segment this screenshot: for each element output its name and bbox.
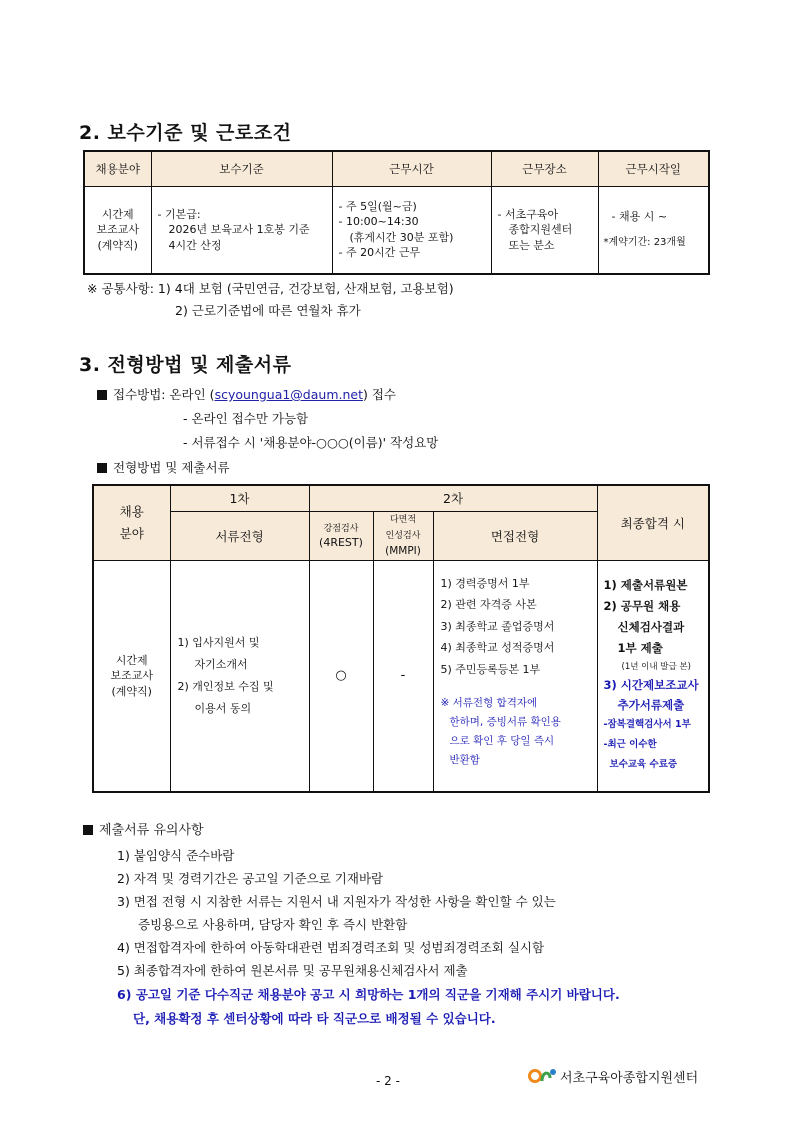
header-final: 최종합격 시 [597,485,709,560]
cell-interview-docs: 1) 경력증명서 1부 2) 관련 자격증 사본 3) 최종학교 졸업증명서 4) 최종학교 성적증명서 5) 주민등록등본 1부 ※ 서류전형 합격자에 한하며, 증빙서류 확인용 으로 확인 후 당일 즉시 반환함 [433,560,597,792]
cell-pay: - 기본급: 2026년 보육교사 1호봉 기준 4시간 산정 [151,186,332,274]
cell-field: 시간제 보조교사 (계약직) [84,186,151,274]
note-item-3-cont: 증빙용으로 사용하며, 담당자 확인 후 즉시 반환함 [138,917,408,932]
note-item-4: 4) 면접합격자에 한하여 아동학대관련 범죄경력조회 및 성범죄경력조회 실시함 [117,940,545,955]
note-item-2: 2) 자격 및 경력기간은 공고일 기준으로 기재바람 [117,871,384,886]
note-item-5: 5) 최종합격자에 한하여 원본서류 및 공무원채용신체검사서 제출 [117,963,468,978]
header-document-screening: 서류전형 [170,511,309,560]
email-link[interactable]: scyoungua1@daum.net [214,387,363,402]
notes-heading: 제출서류 유의사항 [83,819,204,842]
header-start: 근무시작일 [598,151,709,186]
receipt-method: 접수방법: 온라인 (scyoungua1@daum.net) 접수 [97,383,396,406]
square-bullet-icon [83,825,93,835]
note-item-1: 1) 붙임양식 준수바람 [117,848,235,863]
square-bullet-icon [97,463,107,473]
cell-place: - 서초구육아 종합지원센터 또는 분소 [491,186,598,274]
common-note-2: 2) 근로기준법에 따른 연월차 휴가 [175,303,361,318]
cell-final-docs: 1) 제출서류원본 2) 공무원 채용 신체검사결과 1부 제출 (1년 이내 발급 본) 3) 시간제보조교사 추가서류제출 -잠복결핵검사서 1부 -최근 이수한 보수교육 수료증 [597,560,709,792]
pay-conditions-table [83,150,710,275]
common-note-1: ※ 공통사항: 1) 4대 보험 (국민연금, 건강보험, 산재보험, 고용보험) [87,281,454,296]
header-first-round: 1차 [170,485,309,511]
method-heading: 전형방법 및 제출서류 [97,456,230,479]
square-bullet-icon [97,390,107,400]
cell-aptitude-value: ○ [309,560,373,792]
cell-hours: - 주 5일(월~금) - 10:00~14:30 (휴게시간 30분 포함) - 주 20시간 근무 [332,186,491,274]
cell-start: - 채용 시 ~ *계약기간: 23개월 [598,186,709,274]
note-item-3: 3) 면접 전형 시 지참한 서류는 지원서 내 지원자가 작성한 사항을 확인할 수 있는 [117,894,556,909]
section-2-title: 2. 보수기준 및 근로조건 [79,122,292,144]
cell-personality-value: - [373,560,433,792]
section-3-title: 3. 전형방법 및 제출서류 [79,354,292,376]
note-item-6: 6) 공고일 기준 다수직군 채용분야 공고 시 희망하는 1개의 직군을 기재해 주시기 바랍니다. [117,987,620,1002]
cell-documents: 1) 입사지원서 및 자기소개서 2) 개인정보 수집 및 이용서 동의 [170,560,309,792]
page-number: - 2 - [376,1074,400,1088]
receipt-sub-1: - 온라인 접수만 가능함 [183,411,309,426]
header-interview: 면접전형 [433,511,597,560]
header-personality: 다면적 인성검사 (MMPI) [373,511,433,560]
header-place: 근무장소 [491,151,598,186]
org-name: 서초구육아종합지원센터 [560,1070,699,1086]
receipt-sub-2: - 서류접수 시 '채용분야-○○○(이름)' 작성요망 [183,435,439,450]
cell-field: 시간제 보조교사 (계약직) [93,560,170,792]
header-field: 채용분야 [84,151,151,186]
note-item-6-cont: 단, 채용확정 후 센터상황에 따라 타 직군으로 배정될 수 있습니다. [133,1011,496,1026]
selection-table [92,484,710,793]
header-aptitude: 강점검사 (4REST) [309,511,373,560]
center-logo-icon [528,1066,558,1086]
header-second-round: 2차 [309,485,597,511]
footer-org [528,1066,698,1086]
header-hours: 근무시간 [332,151,491,186]
header-field: 채용 분야 [93,485,170,560]
header-pay: 보수기준 [151,151,332,186]
